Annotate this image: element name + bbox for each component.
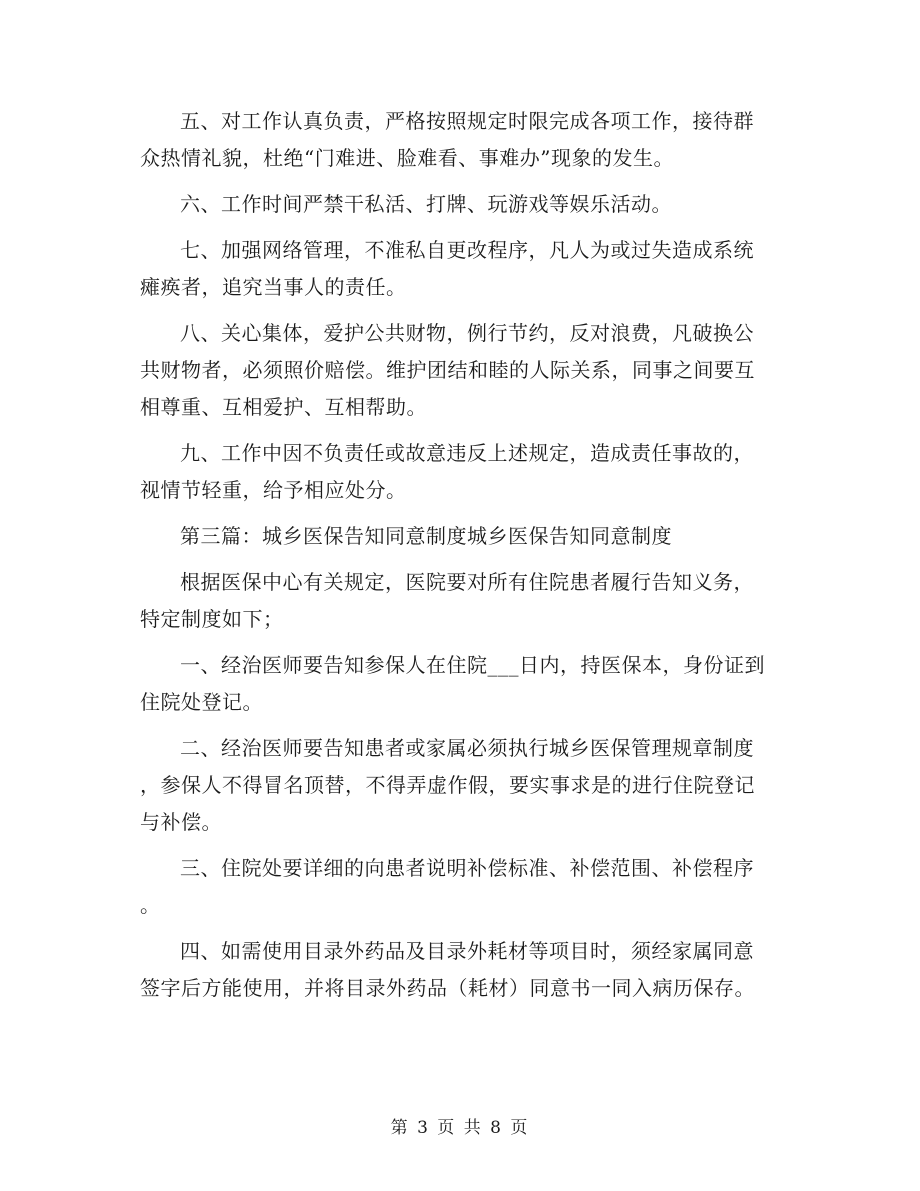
text-line: 根据医保中心有关规定，医院要对所有住院患者履行告知义务， [180,570,754,594]
rule-4 [140,933,780,1007]
text-line: 五、对工作认真负责，严格按照规定时限完成各项工作，接待群 [180,109,754,133]
paragraph-8 [140,315,780,426]
text-line: 视情节轻重，给予相应处分。 [140,478,407,502]
text-line: 九、工作中因不负责任或故意违反上述规定，造成责任事故的， [180,441,754,465]
text-line: 一、经治医师要告知参保人在住院___日内，持医保本，身份证到 [180,653,765,677]
text-line: 八、关心集体，爱护公共财物，例行节约，反对浪费，凡破换公 [180,321,754,345]
document-body [140,103,780,1016]
text-line: 共财物者，必须照价赔偿。维护团结和睦的人际关系，同事之间要互 [140,358,755,382]
paragraph-7 [140,232,780,306]
text-line: 特定制度如下； [140,607,284,631]
page-number-footer: 第 3 页 共 8 页 [390,1118,530,1138]
paragraph-9 [140,435,780,509]
paragraph-6 [140,186,780,223]
section-title: 第三篇：城乡医保告知同意制度城乡医保告知同意制度 [180,524,672,548]
text-line: 住院处登记。 [140,690,263,714]
text-line: 七、加强网络管理，不准私自更改程序，凡人为或过失造成系统 [180,238,754,262]
rule-3 [140,850,780,924]
text-line: 签字后方能使用，并将目录外药品（耗材）同意书一同入病历保存。 [140,976,755,1000]
text-line: 六、工作时间严禁干私活、打牌、玩游戏等娱乐活动。 [180,192,672,216]
intro-paragraph [140,564,780,638]
text-line: 三、住院处要详细的向患者说明补偿标准、补偿范围、补偿程序 [180,856,754,880]
paragraph-5 [140,103,780,177]
rule-1 [140,647,780,721]
section-heading [140,518,780,555]
text-line: 众热情礼貌，杜绝“门难进、脸难看、事难办”现象的发生。 [140,146,674,170]
text-line: 。 [140,893,161,917]
text-line: 二、经治医师要告知患者或家属必须执行城乡医保管理规章制度 [180,736,754,760]
rule-2 [140,730,780,841]
text-line: 四、如需使用目录外药品及目录外耗材等项目时，须经家属同意 [180,939,754,963]
text-line: ，参保人不得冒名顶替，不得弄虚作假，要实事求是的进行住院登记 [140,773,755,797]
text-line: 相尊重、互相爱护、互相帮助。 [140,395,427,419]
text-line: 与补偿。 [140,810,222,834]
text-line: 瘫痪者，追究当事人的责任。 [140,275,407,299]
